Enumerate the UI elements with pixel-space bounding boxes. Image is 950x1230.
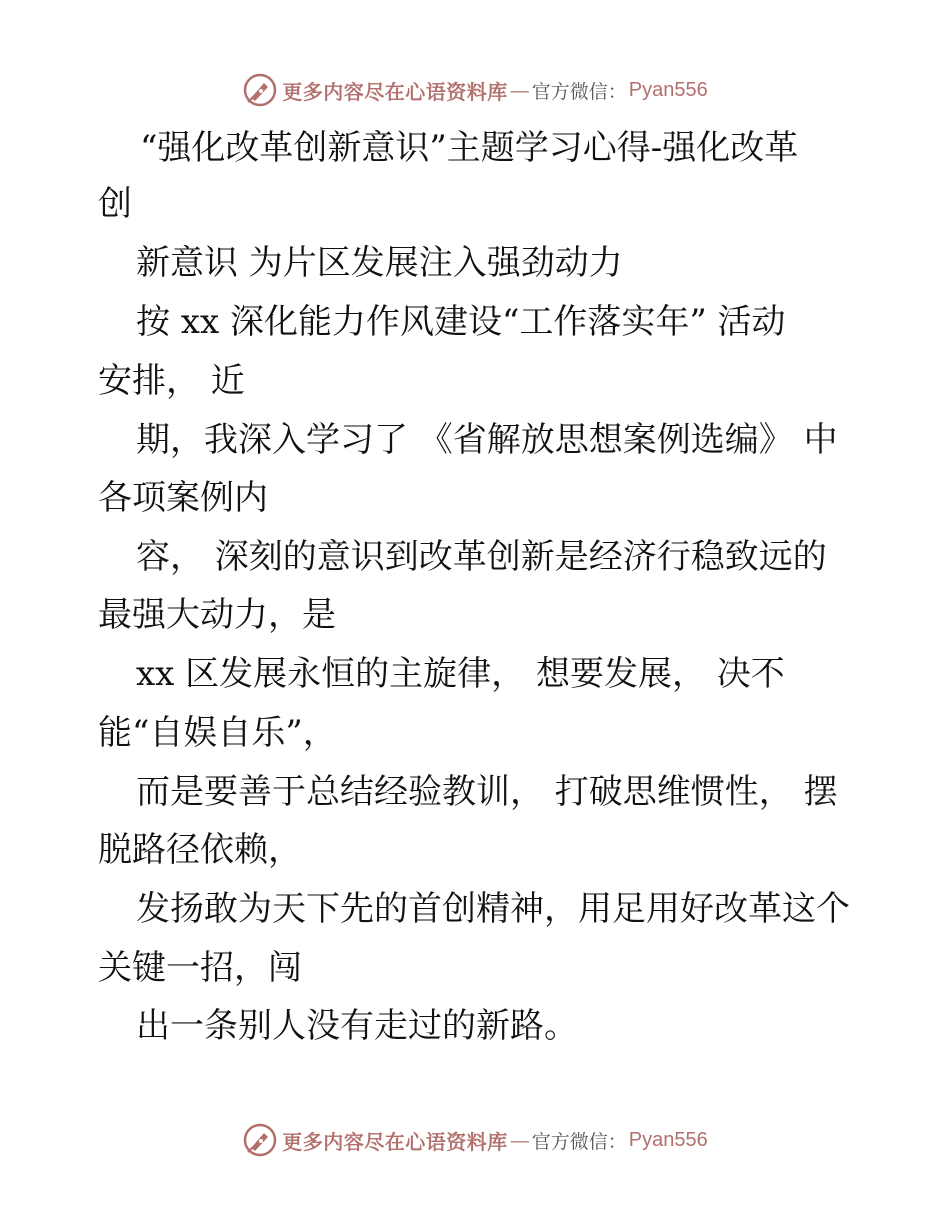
paragraph-line: 各项案例内 xyxy=(98,478,268,518)
footer-banner xyxy=(0,1120,950,1160)
document-title-line-1: “强化改革创新意识”主题学习心得-强化改革 xyxy=(140,128,799,168)
paragraph-line: 而是要善于总结经验教训， 打破思维惯性， 摆 xyxy=(136,772,838,812)
paragraph-line: 按 xx 深化能力作风建设“工作落实年” 活动 xyxy=(136,302,786,342)
document-title-line-2: 创 xyxy=(98,184,132,224)
paragraph-line: 脱路径依赖， xyxy=(98,830,302,870)
paragraph-line: xx 区发展永恒的主旋律， 想要发展， 决不 xyxy=(136,654,785,694)
banner-dash: — xyxy=(509,1128,530,1152)
banner-wechat-label: 官方微信： xyxy=(531,80,627,103)
paragraph-line: 能“自娱自乐”， xyxy=(98,713,337,753)
paragraph-line: 容， 深刻的意识到改革创新是经济行稳致远的 xyxy=(136,537,827,577)
paragraph-line: 安排， 近 xyxy=(98,361,245,401)
banner-wechat-id: Pyan556 xyxy=(628,78,708,101)
paragraph-line: 期，我深入学习了 《省解放思想案例选编》 中 xyxy=(136,420,838,460)
banner-title: 更多内容尽在心语资料库 xyxy=(282,1129,508,1154)
paragraph-line: 新意识 为片区发展注入强劲动力 xyxy=(136,243,623,283)
banner-title: 更多内容尽在心语资料库 xyxy=(282,79,508,104)
banner-dash: — xyxy=(509,78,530,102)
pen-nib-logo-icon xyxy=(242,1122,278,1158)
banner-wechat-label: 官方微信： xyxy=(531,1130,627,1153)
banner-wechat-id: Pyan556 xyxy=(628,1128,708,1151)
paragraph-line: 最强大动力，是 xyxy=(98,595,336,635)
paragraph-line: 发扬敢为天下先的首创精神，用足用好改革这个 xyxy=(136,889,850,929)
paragraph-line: 出一条别人没有走过的新路。 xyxy=(136,1006,578,1046)
paragraph-line: 关键一招，闯 xyxy=(98,948,302,988)
